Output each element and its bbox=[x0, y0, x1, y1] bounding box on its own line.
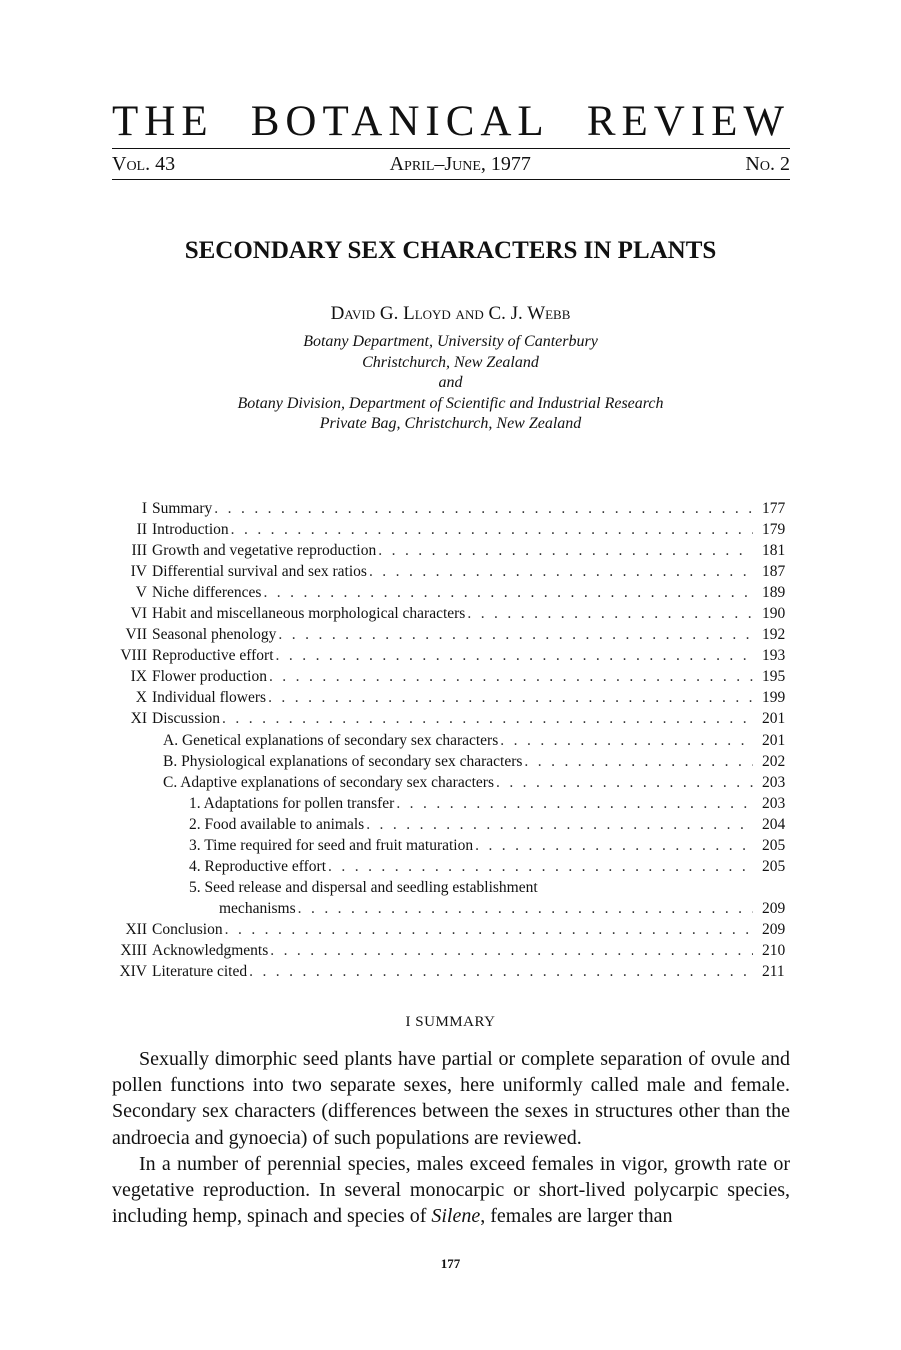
toc-section-number: XII bbox=[125, 920, 147, 938]
toc-label: 2. Food available to animals bbox=[189, 815, 365, 833]
toc-label: Summary bbox=[152, 500, 213, 517]
toc-entry bbox=[152, 708, 753, 729]
toc-entry bbox=[163, 730, 753, 751]
toc-row bbox=[0, 793, 901, 814]
affiliation-line: Christchurch, New Zealand bbox=[362, 353, 539, 371]
toc-label: mechanisms bbox=[219, 899, 296, 917]
toc-entry bbox=[219, 898, 753, 919]
header-rule-top bbox=[112, 148, 790, 149]
toc-page-number: 204 bbox=[762, 815, 786, 833]
toc-entry bbox=[152, 940, 753, 961]
toc-page-number: 179 bbox=[762, 521, 786, 539]
toc-leader-dots bbox=[500, 730, 753, 751]
toc-row bbox=[0, 561, 901, 582]
issue-line bbox=[112, 152, 790, 176]
toc-entry bbox=[152, 582, 753, 603]
toc-leader-dots bbox=[276, 645, 753, 666]
section-heading: I SUMMARY bbox=[405, 1014, 496, 1030]
toc-page-number: 210 bbox=[762, 941, 786, 959]
affiliation-line: Botany Department, University of Canterbury bbox=[303, 333, 598, 350]
toc-row bbox=[0, 603, 901, 624]
toc-page-number: 202 bbox=[762, 752, 786, 770]
table-of-contents bbox=[0, 498, 901, 982]
toc-row bbox=[0, 772, 901, 793]
toc-row bbox=[0, 730, 901, 751]
toc-entry bbox=[189, 835, 753, 856]
toc-row bbox=[0, 856, 901, 877]
toc-label: Habit and miscellaneous morphological characters bbox=[152, 605, 466, 623]
toc-label: 1. Adaptations for pollen transfer bbox=[189, 794, 395, 812]
page-number: 177 bbox=[440, 1256, 461, 1271]
toc-entry bbox=[189, 856, 753, 877]
toc-row bbox=[0, 708, 901, 729]
toc-label: Flower production bbox=[152, 668, 267, 686]
affiliation-line: Private Bag, Christchurch, New Zealand bbox=[319, 415, 582, 432]
toc-entry bbox=[152, 645, 753, 666]
journal-title-word: BOTANICAL bbox=[250, 98, 550, 145]
toc-leader-dots bbox=[396, 793, 753, 814]
toc-row bbox=[0, 624, 901, 645]
toc-row bbox=[0, 519, 901, 540]
affiliations bbox=[0, 332, 901, 435]
toc-entry bbox=[152, 561, 753, 582]
toc-entry bbox=[152, 624, 753, 645]
toc-label: Discussion bbox=[152, 710, 221, 728]
toc-label: 4. Reproductive effort bbox=[189, 857, 327, 875]
toc-label: Conclusion bbox=[152, 920, 223, 938]
toc-label: Seasonal phenology bbox=[152, 626, 277, 644]
toc-label: 3. Time required for seed and fruit maturation bbox=[189, 836, 474, 854]
journal-title-word: THE bbox=[112, 98, 214, 145]
toc-leader-dots bbox=[467, 603, 753, 624]
toc-leader-dots bbox=[269, 666, 753, 687]
toc-page-number: 192 bbox=[762, 626, 786, 644]
toc-label: A. Genetical explanations of secondary sex characters bbox=[163, 731, 499, 749]
toc-row bbox=[0, 645, 901, 666]
toc-page-number: 209 bbox=[762, 899, 786, 917]
toc-section-number: VII bbox=[125, 626, 147, 644]
toc-entry bbox=[152, 540, 753, 561]
toc-row bbox=[0, 835, 901, 856]
toc-label: C. Adaptive explanations of secondary sex characters bbox=[163, 773, 494, 791]
toc-leader-dots bbox=[369, 561, 753, 582]
toc-label: Individual flowers bbox=[152, 689, 267, 707]
toc-entry bbox=[189, 814, 753, 835]
toc-page-number: 201 bbox=[762, 731, 786, 749]
toc-section-number: XIII bbox=[120, 941, 147, 959]
toc-page-number: 205 bbox=[762, 836, 786, 854]
toc-leader-dots bbox=[328, 856, 753, 877]
toc-section-number: II bbox=[136, 521, 147, 539]
body-text bbox=[112, 1046, 790, 1229]
header-rule-bottom bbox=[112, 179, 790, 180]
authors: David G. Lloyd and C. J. Webb bbox=[330, 303, 571, 324]
toc-entry bbox=[152, 519, 753, 540]
species-name: Silene bbox=[431, 1205, 481, 1228]
toc-page-number: 189 bbox=[762, 584, 786, 602]
toc-page-number: 193 bbox=[762, 647, 786, 665]
toc-entry bbox=[152, 961, 753, 982]
toc-leader-dots bbox=[270, 940, 753, 961]
article-title: SECONDARY SEX CHARACTERS IN PLANTS bbox=[184, 237, 717, 264]
paragraph: In a number of perennial species, males exceed females in vigor, growth rate or vegetative reproduction. In several monocarpic or short-lived polycarpic species, including hemp, spinach and species of Silene, females are larger than bbox=[112, 1152, 790, 1228]
toc-leader-dots bbox=[475, 835, 753, 856]
toc-section-number: IV bbox=[130, 563, 147, 581]
toc-section-number: X bbox=[135, 689, 147, 707]
toc-entry bbox=[163, 772, 753, 793]
toc-row bbox=[0, 961, 901, 982]
toc-section-number: III bbox=[131, 542, 147, 560]
toc-section-number: VI bbox=[130, 605, 147, 623]
toc-label: Differential survival and sex ratios bbox=[152, 563, 367, 581]
toc-row bbox=[0, 498, 901, 519]
toc-entry bbox=[189, 793, 753, 814]
toc-row bbox=[0, 877, 901, 898]
toc-page-number: 187 bbox=[762, 563, 786, 581]
toc-page-number: 205 bbox=[762, 857, 786, 875]
toc-label: Growth and vegetative reproduction bbox=[152, 542, 377, 560]
journal-title bbox=[112, 98, 790, 146]
toc-entry bbox=[152, 919, 753, 940]
affiliation-line: and bbox=[438, 374, 463, 391]
toc-page-number: 199 bbox=[762, 689, 786, 707]
toc-page-number: 203 bbox=[762, 794, 786, 812]
toc-leader-dots bbox=[268, 687, 753, 708]
issue-date: April–June, 1977 bbox=[389, 153, 531, 175]
toc-entry bbox=[152, 666, 753, 687]
toc-row bbox=[0, 898, 901, 919]
toc-page-number: 201 bbox=[762, 710, 786, 728]
toc-leader-dots bbox=[298, 898, 753, 919]
toc-leader-dots bbox=[263, 582, 753, 603]
toc-entry bbox=[152, 687, 753, 708]
toc-section-number: XI bbox=[130, 710, 147, 728]
toc-page-number: 211 bbox=[762, 963, 785, 981]
toc-page-number: 209 bbox=[762, 920, 786, 938]
toc-row bbox=[0, 666, 901, 687]
toc-label: 5. Seed release and dispersal and seedling establishment bbox=[189, 878, 538, 896]
toc-leader-dots bbox=[214, 498, 753, 519]
toc-entry bbox=[163, 751, 753, 772]
issue-number: No. 2 bbox=[745, 153, 790, 175]
toc-entry bbox=[152, 498, 753, 519]
toc-leader-dots bbox=[225, 919, 753, 940]
toc-leader-dots bbox=[278, 624, 753, 645]
toc-page-number: 181 bbox=[762, 542, 786, 560]
toc-row bbox=[0, 582, 901, 603]
toc-row bbox=[0, 540, 901, 561]
toc-section-number: IX bbox=[130, 668, 147, 686]
toc-label: Literature cited bbox=[152, 963, 248, 981]
toc-row bbox=[0, 919, 901, 940]
toc-section-number: XIV bbox=[119, 963, 147, 981]
toc-page-number: 177 bbox=[762, 500, 786, 517]
toc-leader-dots bbox=[231, 519, 753, 540]
toc-row bbox=[0, 814, 901, 835]
toc-page-number: 190 bbox=[762, 605, 786, 623]
toc-entry bbox=[152, 603, 753, 624]
toc-row bbox=[0, 687, 901, 708]
toc-section-number: I bbox=[141, 500, 147, 517]
toc-section-number: VIII bbox=[120, 647, 147, 665]
volume: Vol. 43 bbox=[112, 153, 176, 175]
affiliation-line: Botany Division, Department of Scientific and Industrial Research bbox=[237, 394, 664, 412]
toc-page-number: 203 bbox=[762, 773, 786, 791]
toc-leader-dots bbox=[249, 961, 753, 982]
toc-label: Acknowledgments bbox=[152, 941, 269, 959]
toc-page-number: 195 bbox=[762, 668, 786, 686]
toc-row bbox=[0, 940, 901, 961]
toc-label: Reproductive effort bbox=[152, 647, 274, 665]
toc-label: Niche differences bbox=[152, 584, 262, 602]
toc-leader-dots bbox=[378, 540, 753, 561]
toc-leader-dots bbox=[222, 708, 753, 729]
journal-title-word: REVIEW bbox=[586, 98, 790, 145]
toc-leader-dots bbox=[496, 772, 753, 793]
toc-row bbox=[0, 751, 901, 772]
toc-leader-dots bbox=[524, 751, 753, 772]
toc-section-number: V bbox=[135, 584, 147, 602]
toc-leader-dots bbox=[366, 814, 753, 835]
toc-label: B. Physiological explanations of secondary sex characters bbox=[163, 752, 523, 770]
toc-label: Introduction bbox=[152, 521, 229, 539]
paragraph: Sexually dimorphic seed plants have partial or complete separation of ovule and pollen functions into two separate sexes, here uniformly called male and female. Secondary sex characters (differences between the sexes in structures other than the androecia and gynoecia) of such populations are reviewed. bbox=[112, 1048, 790, 1149]
